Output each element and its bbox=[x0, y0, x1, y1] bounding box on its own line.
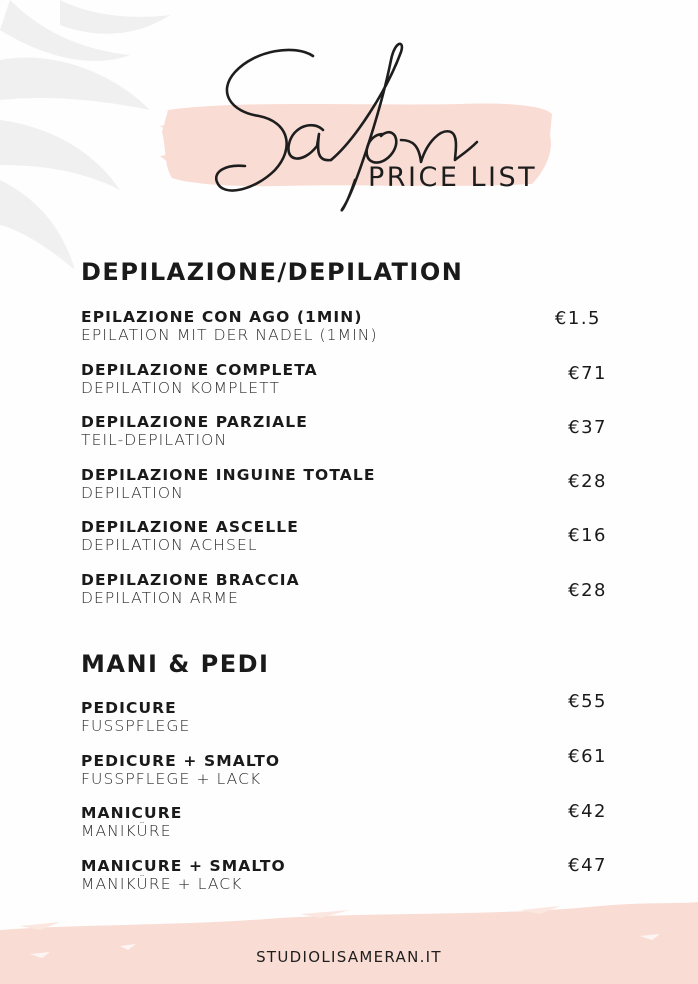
section-title-depilation: DEPILAZIONE/DEPILATION bbox=[81, 258, 464, 286]
item-price: €1.5 bbox=[554, 308, 601, 329]
item-name: DEPILAZIONE PARZIALE bbox=[81, 413, 308, 431]
item-price: €61 bbox=[568, 746, 607, 767]
list-item bbox=[81, 466, 611, 506]
item-name: DEPILAZIONE BRACCIA bbox=[81, 571, 300, 589]
price-list-subtitle: PRICE LIST bbox=[368, 162, 538, 193]
footer-website[interactable]: STUDIOLISAMERAN.IT bbox=[256, 948, 442, 966]
item-price: €16 bbox=[568, 525, 607, 546]
item-name: DEPILAZIONE COMPLETA bbox=[81, 361, 318, 379]
item-translation: DEPILATION ACHSEL bbox=[81, 536, 258, 554]
item-translation: EPILATION MIT DER NADEL (1MIN) bbox=[81, 326, 378, 344]
list-item bbox=[81, 857, 611, 897]
item-name: MANICURE bbox=[81, 804, 183, 822]
list-item bbox=[81, 361, 611, 401]
item-translation: FUSSPFLEGE + LACK bbox=[81, 770, 262, 788]
item-translation: MANIKÜRE bbox=[81, 822, 172, 840]
item-price: €47 bbox=[568, 855, 607, 876]
list-item bbox=[81, 801, 611, 844]
item-price: €55 bbox=[568, 691, 607, 712]
list-item bbox=[81, 746, 611, 792]
item-name: DEPILAZIONE INGUINE TOTALE bbox=[81, 466, 376, 484]
item-price: €42 bbox=[568, 801, 607, 822]
item-name: DEPILAZIONE ASCELLE bbox=[81, 518, 299, 536]
bottom-brush-stroke-decoration bbox=[0, 896, 698, 984]
item-translation: FUSSPFLEGE bbox=[81, 717, 191, 735]
item-price: €37 bbox=[568, 417, 607, 438]
item-translation: TEIL-DEPILATION bbox=[81, 431, 228, 449]
item-price: €71 bbox=[568, 363, 607, 384]
item-translation: DEPILATION bbox=[81, 484, 184, 502]
section-title-mani-pedi: MANI & PEDI bbox=[81, 650, 270, 678]
list-item bbox=[81, 518, 611, 558]
item-translation: DEPILATION ARME bbox=[81, 589, 239, 607]
list-item bbox=[81, 308, 611, 348]
item-price: €28 bbox=[568, 580, 607, 601]
item-name: MANICURE + SMALTO bbox=[81, 857, 286, 875]
list-item bbox=[81, 413, 611, 453]
item-name: PEDICURE bbox=[81, 699, 177, 717]
item-translation: MANIKÜRE + LACK bbox=[81, 875, 243, 893]
item-price: €28 bbox=[568, 471, 607, 492]
item-name: EPILAZIONE CON AGO (1MIN) bbox=[81, 308, 363, 326]
item-translation: DEPILATION KOMPLETT bbox=[81, 379, 281, 397]
list-item bbox=[81, 691, 611, 739]
item-name: PEDICURE + SMALTO bbox=[81, 752, 281, 770]
list-item bbox=[81, 571, 611, 611]
